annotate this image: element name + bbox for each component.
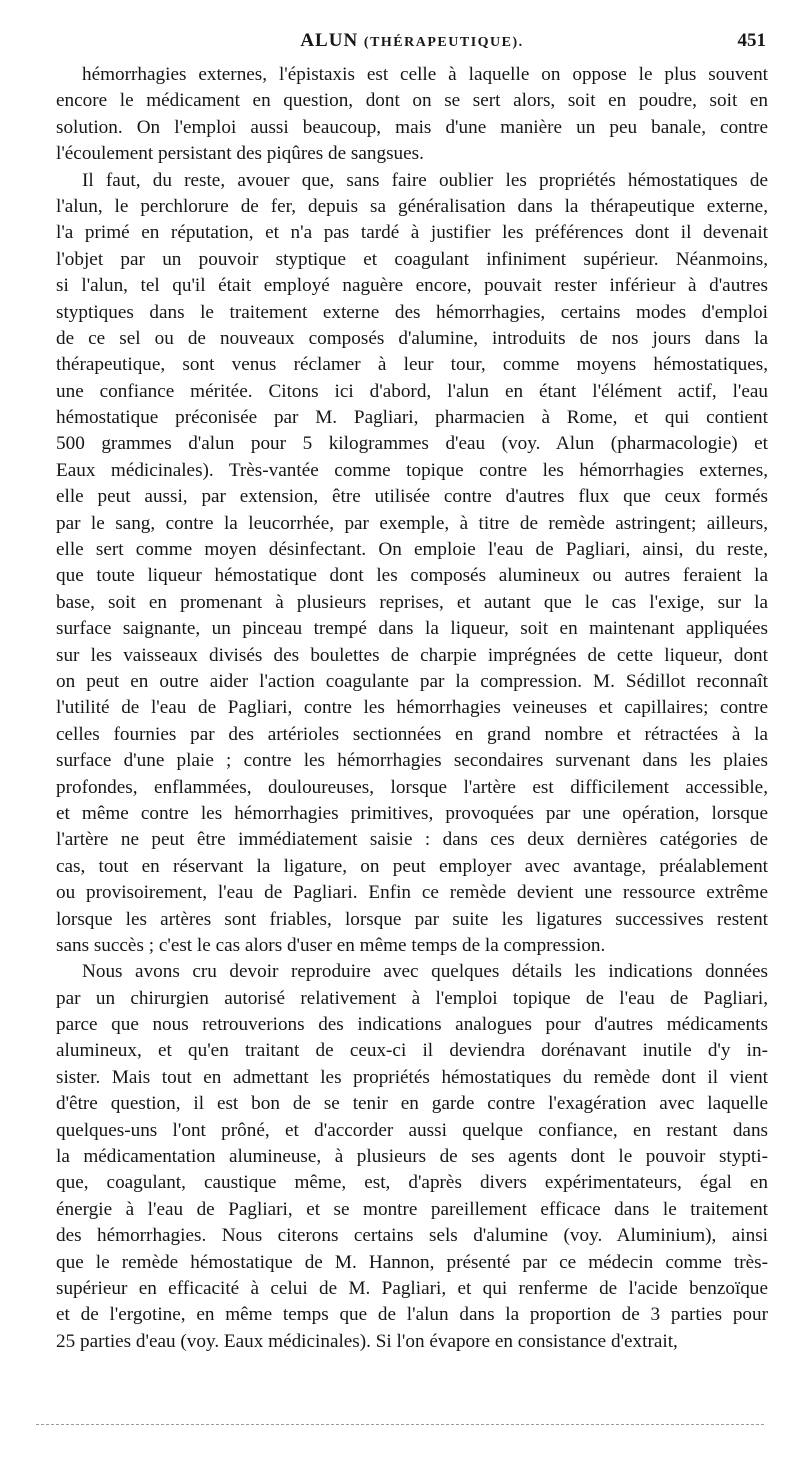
- text-line: que, coagulant, caustique même, est, d'après divers expérimentateurs, égal en: [56, 1172, 768, 1194]
- text-line: d'être question, il est bon de se tenir en garde contre l'exagération avec laquelle: [56, 1093, 768, 1115]
- text-line: Eaux médicinales). Très-vantée comme topique contre les hémorrhagies externes,: [56, 459, 768, 481]
- text-line: et même contre les hémorrhagies primitives, provoquées par une opération, lorsque: [56, 802, 768, 824]
- page-number: 451: [737, 30, 766, 51]
- text-line: 500 grammes d'alun pour 5 kilogrammes d'eau (voy. Alun (pharmacologie) et: [56, 433, 768, 455]
- text-line: l'a primé en réputation, et n'a pas tardé à justifier les préférences dont il devenait: [56, 222, 768, 244]
- text-line: une confiance méritée. Citons ici d'abord, l'alun en étant l'élément actif, l'eau: [56, 380, 768, 402]
- text-line: elle peut aussi, par extension, être utilisée contre d'autres flux que ceux formés: [56, 486, 768, 508]
- text-line: énergie à l'eau de Pagliari, et se montre pareillement efficace dans le traitement: [56, 1198, 768, 1220]
- text-line: on peut en outre aider l'action coagulante par la compression. M. Sédillot reconnaît: [56, 670, 768, 692]
- text-line: l'alun, le perchlorure de fer, depuis sa généralisation dans la thérapeutique externe,: [56, 195, 768, 217]
- text-line: alumineux, et qu'en traitant de ceux-ci il deviendra dorénavant inutile d'y in-: [56, 1040, 768, 1062]
- text-line: l'artère ne peut être immédiatement saisie : dans ces deux dernières catégories de: [56, 829, 768, 851]
- text-line: l'écoulement persistant des piqûres de sangsues.: [56, 143, 424, 165]
- text-line: parce que nous retrouverions des indications analogues pour d'autres médicaments: [56, 1014, 768, 1036]
- text-line: solution. On l'emploi aussi beaucoup, mais d'une manière un peu banale, contre: [56, 116, 768, 138]
- text-line: et de l'ergotine, en même temps que de l'alun dans la proportion de 3 parties pour: [56, 1304, 768, 1326]
- text-line: cas, tout en réservant la ligature, on peut employer avec avantage, préalablement: [56, 855, 768, 877]
- body-text: [56, 62, 768, 1355]
- paragraph: [56, 959, 768, 1355]
- text-line: la médicamentation alumineuse, à plusieurs de ses agents dont le pouvoir stypti-: [56, 1146, 768, 1168]
- text-line: de ce sel ou de nouveaux composés d'alumine, introduits de nos jours dans la: [56, 327, 768, 349]
- text-line: sur les vaisseaux divisés des boulettes de charpie imprégnées de cette liqueur, dont: [56, 644, 768, 666]
- running-title-subtitle: (THÉRAPEUTIQUE).: [363, 35, 524, 50]
- text-line: hémostatique préconisée par M. Pagliari, pharmacien à Rome, et qui contient: [56, 407, 768, 429]
- text-line: que toute liqueur hémostatique dont les composés alumineux ou autres feraient la: [56, 565, 768, 587]
- text-line: 25 parties d'eau (voy. Eaux médicinales). Si l'on évapore en consistance d'extrait,: [56, 1330, 678, 1352]
- text-line: celles fournies par des artérioles sectionnées en grand nombre et rétractées à la: [56, 723, 768, 745]
- text-line: sans succès ; c'est le cas alors d'user en même temps de la compression.: [56, 934, 606, 956]
- text-line: que le remède hémostatique de M. Hannon, présenté par ce médecin comme très-: [56, 1251, 768, 1273]
- text-line: surface saignante, un pinceau trempé dans la liqueur, soit en maintenant appliquées: [56, 618, 768, 640]
- text-line: sister. Mais tout en admettant les propriétés hémostatiques du remède dont il vient: [56, 1066, 768, 1088]
- text-line: l'utilité de l'eau de Pagliari, contre les hémorrhagies veineuses et capillaires; contre: [56, 697, 768, 719]
- text-line: surface d'une plaie ; contre les hémorrhagies secondaires survenant dans les plaies: [56, 750, 768, 772]
- text-line: quelques-uns l'ont prôné, et d'accorder aussi quelque confiance, en restant dans: [56, 1119, 768, 1141]
- text-line: des hémorrhagies. Nous citerons certains sels d'alumine (voy. Aluminium), ainsi: [56, 1225, 768, 1247]
- text-line: encore le médicament en question, dont on se sert alors, soit en poudre, soit en: [56, 90, 768, 112]
- paragraph: [56, 168, 768, 960]
- text-line: thérapeutique, sont venus réclamer à leur tour, comme moyens hémostatiques,: [56, 354, 768, 376]
- text-line: base, soit en promenant à plusieurs reprises, et autant que le cas l'exige, sur la: [56, 591, 768, 613]
- running-title: [56, 30, 768, 52]
- running-header: [56, 30, 768, 58]
- running-title-main: ALUN: [300, 30, 359, 51]
- text-line: lorsque les artères sont friables, lorsque par suite les ligatures successives restent: [56, 908, 768, 930]
- text-line: Nous avons cru devoir reproduire avec quelques détails les indications données: [82, 961, 768, 983]
- footer-rule: [36, 1424, 764, 1425]
- text-line: l'objet par un pouvoir styptique et coagulant infiniment supérieur. Néanmoins,: [56, 248, 768, 270]
- text-line: styptiques dans le traitement externe des hémorrhagies, certains modes d'emploi: [56, 301, 768, 323]
- text-line: par un chirurgien autorisé relativement à l'emploi topique de l'eau de Pagliari,: [56, 987, 768, 1009]
- text-line: par le sang, contre la leucorrhée, par exemple, à titre de remède astringent; ailleurs,: [56, 512, 768, 534]
- text-line: profondes, enflammées, douloureuses, lorsque l'artère est difficilement accessible,: [56, 776, 768, 798]
- paragraph: [56, 62, 768, 168]
- text-line: supérieur en efficacité à celui de M. Pagliari, et qui renferme de l'acide benzoïque: [56, 1277, 768, 1299]
- text-line: elle sert comme moyen désinfectant. On emploie l'eau de Pagliari, ainsi, du reste,: [56, 539, 768, 561]
- text-line: hémorrhagies externes, l'épistaxis est celle à laquelle on oppose le plus souvent: [82, 64, 768, 85]
- text-line: ou provisoirement, l'eau de Pagliari. Enfin ce remède devient une ressource extrême: [56, 882, 768, 904]
- text-line: Il faut, du reste, avouer que, sans faire oublier les propriétés hémostatiques de: [82, 169, 768, 191]
- text-line: si l'alun, tel qu'il était employé naguère encore, pouvait rester inférieur à d'autres: [56, 275, 768, 297]
